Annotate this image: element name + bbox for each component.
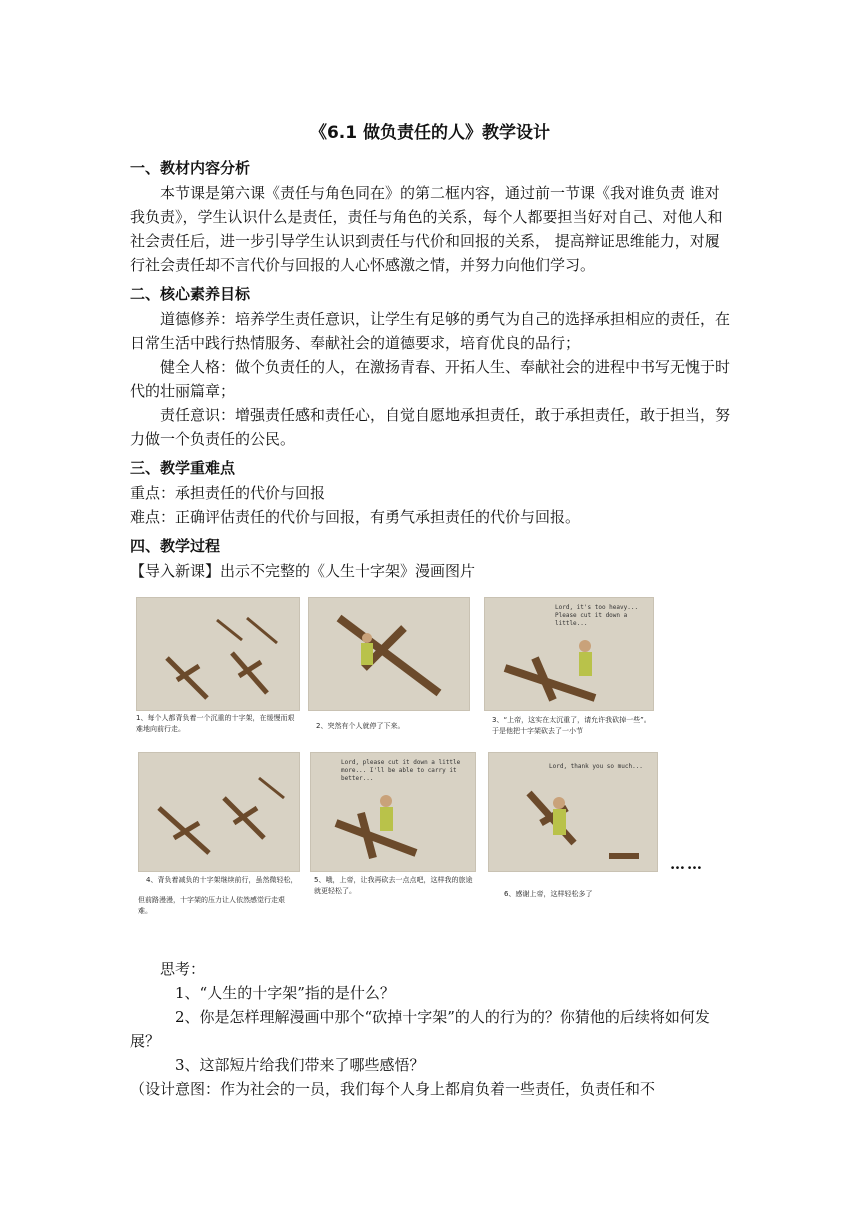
design-intent: （设计意图：作为社会的一员，我们每个人身上都肩负着一些责任，负责任和不: [130, 1080, 656, 1098]
difficult-point: 难点：正确评估责任的代价与回报，有勇气承担责任的代价与回报。: [130, 508, 581, 526]
paragraph: 本节课是第六课《责任与角色同在》的第二框内容，通过前一节课《我对谁负责 谁对我负责》，学生认识什么是责任，责任与角色的关系，每个人都要担当好对自己、对他人和社会责任后，进一步引导学生认识到责任与代价和回报的关系， 提高辩证思维能力，对履行社会责任却不言代价与回报的人心怀感激之情，并努力向他们学习。: [130, 184, 723, 274]
caption-4b: 但前路漫漫，十字架的压力让人依然感觉行走艰难。: [138, 896, 285, 915]
ellipsis: ……: [670, 855, 704, 873]
cross-bearers-illustration: [137, 598, 299, 710]
caption-5: 5、哦，上帝，让我再砍去一点点吧，这样我的旅途就更轻松了。: [314, 876, 473, 895]
speech-bubble-6: Lord, thank you so much...: [549, 763, 643, 770]
comic-panel-3: [484, 597, 654, 711]
intro-line: 【导入新课】出示不完整的《人生十字架》漫画图片: [130, 562, 476, 580]
comic-panel-1: [136, 597, 300, 711]
think-label: 思考：: [160, 960, 206, 978]
comic-panel-5: [310, 752, 476, 872]
comic-strip: [130, 597, 730, 937]
document-page: [130, 110, 730, 1101]
section-heading-2: 二、核心素养目标: [130, 285, 251, 303]
section-heading-3: 三、教学重难点: [130, 459, 236, 477]
page-title: 《6.1 做负责任的人》教学设计: [309, 123, 551, 143]
comic-panel-2: [308, 597, 470, 711]
caption-2: 2、突然有个人就停了下来。: [316, 722, 405, 730]
section-heading-4: 四、教学过程: [130, 537, 221, 555]
paragraph: 健全人格：做个负责任的人，在激扬青春、开拓人生、奉献社会的进程中书写无愧于时代的壮丽篇章；: [130, 358, 731, 400]
speech-bubble-3: Lord, it's too heavy... Please cut it down a little...: [555, 604, 639, 627]
key-point: 重点：承担责任的代价与回报: [130, 484, 326, 502]
caption-6: 6、感谢上帝，这样轻松多了: [504, 890, 593, 898]
man-stops-illustration: [309, 598, 469, 710]
caption-4a: 4、背负着减负的十字架继续前行，虽然微轻松，: [146, 876, 298, 884]
question-3: 3、这部短片给我们带来了哪些感悟？: [175, 1056, 425, 1074]
section-heading-1: 一、教材内容分析: [130, 159, 251, 177]
paragraph: 道德修养：培养学生责任意识，让学生有足够的勇气为自己的选择承担相应的责任，在日常生活中践行热情服务、奉献社会的道德要求，培育优良的品行；: [130, 310, 731, 352]
question-1: 1、“人生的十字架”指的是什么？: [175, 984, 395, 1002]
caption-3b: 于是他把十字架砍去了一小节: [492, 727, 583, 735]
continuing-illustration: [139, 753, 299, 871]
comic-panel-4: [138, 752, 300, 872]
caption-3a: 3、“上帝，这实在太沉重了，请允许我砍掉一些”。: [492, 716, 651, 724]
comic-panel-6: [488, 752, 658, 872]
speech-bubble-5: Lord, please cut it down a little more... I'll be able to carry it better...: [341, 759, 461, 782]
question-2: 2、你是怎样理解漫画中那个“砍掉十字架”的人的行为的？你猜他的后续将如何发展？: [130, 1008, 710, 1050]
caption-1: 1、每个人都背负着一个沉重的十字架，在缓慢而艰难地向前行走。: [136, 714, 295, 733]
paragraph: 责任意识：增强责任感和责任心，自觉自愿地承担责任，敢于承担责任，敢于担当，努力做一个负责任的公民。: [130, 406, 731, 448]
